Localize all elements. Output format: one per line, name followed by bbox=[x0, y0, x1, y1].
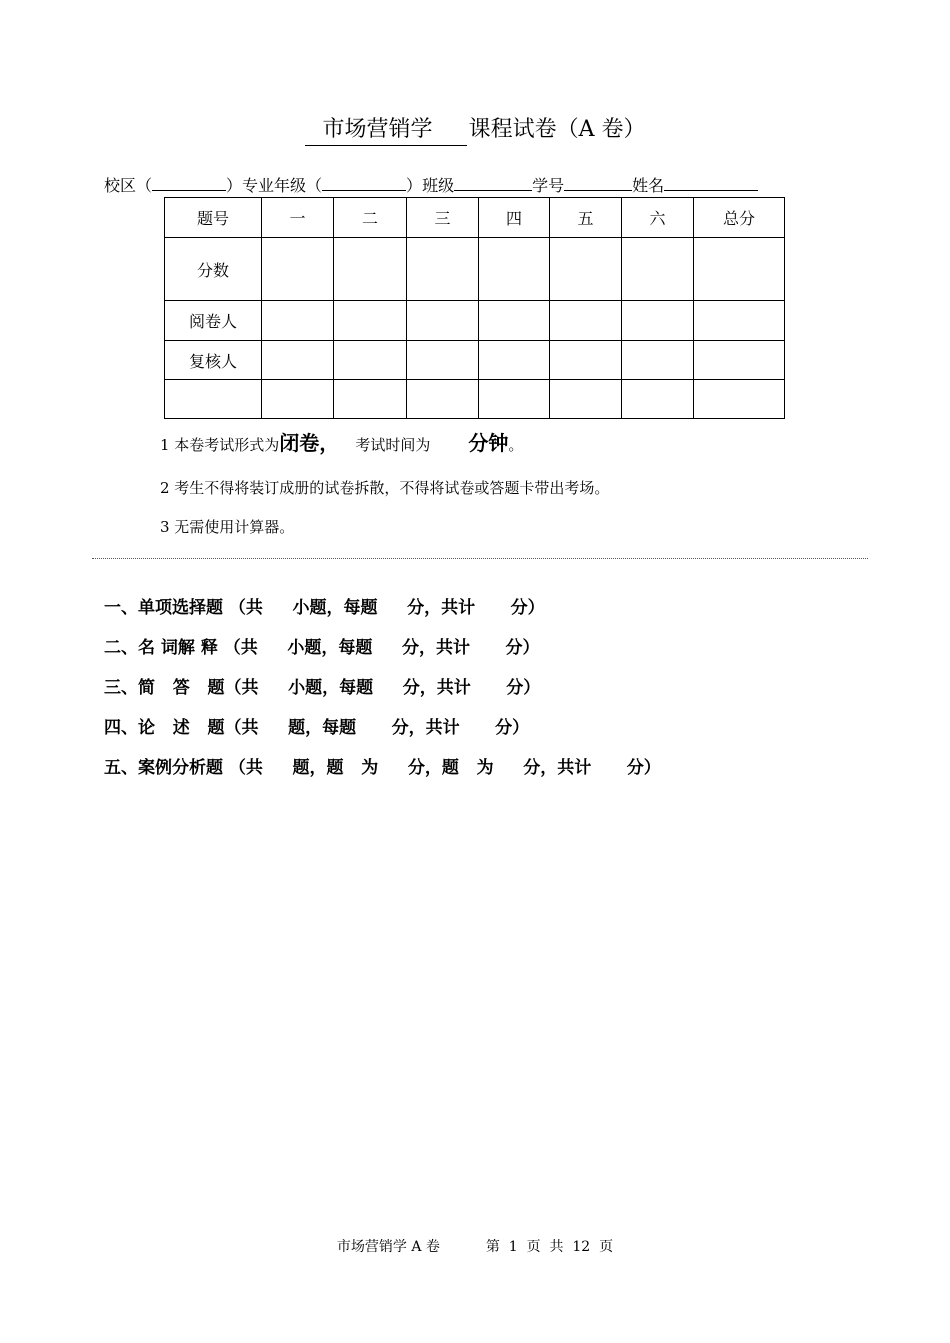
row-label: 阅卷人 bbox=[165, 301, 262, 341]
score-cell[interactable] bbox=[479, 301, 550, 341]
section-3-heading: 三、简 答 题（共 小题，每题 分，共计 分） bbox=[104, 678, 541, 698]
score-cell[interactable] bbox=[479, 380, 550, 419]
major-label: 专业年级（ bbox=[242, 176, 323, 195]
header-cell: 二 bbox=[334, 198, 407, 238]
score-cell[interactable] bbox=[334, 238, 407, 301]
score-cell[interactable] bbox=[622, 238, 694, 301]
header-cell: 六 bbox=[622, 198, 694, 238]
score-cell[interactable] bbox=[262, 238, 334, 301]
section-5-heading: 五、案例分析题 （共 题，题 为 分，题 为 分，共计 分） bbox=[104, 758, 661, 778]
exam-title bbox=[0, 112, 950, 146]
score-cell[interactable] bbox=[550, 380, 622, 419]
score-cell[interactable] bbox=[479, 341, 550, 380]
score-cell[interactable] bbox=[622, 301, 694, 341]
page-number: 第 1 页 共 12 页 bbox=[485, 1239, 614, 1255]
score-cell[interactable] bbox=[262, 301, 334, 341]
section-4-heading: 四、论 述 题（共 题，每题 分，共计 分） bbox=[104, 718, 530, 738]
class-field[interactable] bbox=[454, 175, 532, 191]
row-label: 复核人 bbox=[165, 341, 262, 380]
name-field[interactable] bbox=[664, 175, 758, 191]
table-row bbox=[165, 238, 785, 301]
score-cell[interactable] bbox=[262, 380, 334, 419]
page-footer bbox=[0, 1236, 950, 1256]
score-cell[interactable] bbox=[550, 301, 622, 341]
note-1-time: 考试时间为 bbox=[355, 436, 431, 454]
header-cell: 一 bbox=[262, 198, 334, 238]
table-row bbox=[165, 380, 785, 419]
score-cell[interactable] bbox=[407, 380, 479, 419]
section-2-heading: 二、名 词解 释 （共 小题，每题 分，共计 分） bbox=[104, 638, 540, 658]
score-cell[interactable] bbox=[694, 238, 785, 301]
section-1-heading: 一、单项选择题 （共 小题，每题 分，共计 分） bbox=[104, 598, 545, 618]
campus-close: ） bbox=[226, 176, 243, 195]
table-header-row bbox=[165, 198, 785, 238]
student-info-line bbox=[104, 173, 758, 196]
campus-field[interactable] bbox=[152, 175, 226, 191]
exam-title-text: 课程试卷（A 卷） bbox=[468, 117, 646, 142]
score-table bbox=[164, 197, 785, 419]
header-cell: 三 bbox=[407, 198, 479, 238]
score-cell[interactable] bbox=[694, 301, 785, 341]
score-cell[interactable] bbox=[407, 238, 479, 301]
exam-duration-unit: 分钟 bbox=[468, 431, 509, 455]
student-id-field[interactable] bbox=[564, 175, 632, 191]
score-cell[interactable] bbox=[262, 341, 334, 380]
score-cell[interactable] bbox=[334, 341, 407, 380]
campus-label: 校区（ bbox=[104, 176, 153, 195]
row-label: 分数 bbox=[165, 238, 262, 301]
note-1-end: 。 bbox=[508, 436, 524, 454]
score-cell[interactable] bbox=[479, 238, 550, 301]
major-field[interactable] bbox=[322, 175, 406, 191]
student-id-label: 学号 bbox=[532, 176, 565, 195]
note-3: 3 无需使用计算器。 bbox=[160, 518, 295, 536]
score-cell[interactable] bbox=[694, 380, 785, 419]
note-1-prefix: 1 本卷考试形式为 bbox=[160, 436, 280, 454]
dotted-divider bbox=[92, 558, 868, 559]
name-label: 姓名 bbox=[632, 176, 665, 195]
score-cell[interactable] bbox=[694, 341, 785, 380]
header-cell: 四 bbox=[479, 198, 550, 238]
class-label: 班级 bbox=[422, 176, 455, 195]
score-cell[interactable] bbox=[334, 380, 407, 419]
row-label bbox=[165, 380, 262, 419]
exam-form: 闭卷， bbox=[279, 431, 340, 455]
major-close: ） bbox=[406, 176, 423, 195]
score-cell[interactable] bbox=[622, 380, 694, 419]
score-cell[interactable] bbox=[407, 341, 479, 380]
score-cell[interactable] bbox=[622, 341, 694, 380]
table-row bbox=[165, 341, 785, 380]
footer-course: 市场营销学 A 卷 bbox=[336, 1239, 440, 1255]
header-cell: 五 bbox=[550, 198, 622, 238]
note-1 bbox=[160, 427, 523, 456]
header-cell: 题号 bbox=[165, 198, 262, 238]
course-name: 市场营销学 bbox=[305, 112, 467, 146]
table-row bbox=[165, 301, 785, 341]
score-cell[interactable] bbox=[334, 301, 407, 341]
header-cell: 总分 bbox=[694, 198, 785, 238]
score-cell[interactable] bbox=[407, 301, 479, 341]
score-cell[interactable] bbox=[550, 341, 622, 380]
score-cell[interactable] bbox=[550, 238, 622, 301]
note-2: 2 考生不得将装订成册的试卷拆散，不得将试卷或答题卡带出考场。 bbox=[160, 479, 610, 497]
